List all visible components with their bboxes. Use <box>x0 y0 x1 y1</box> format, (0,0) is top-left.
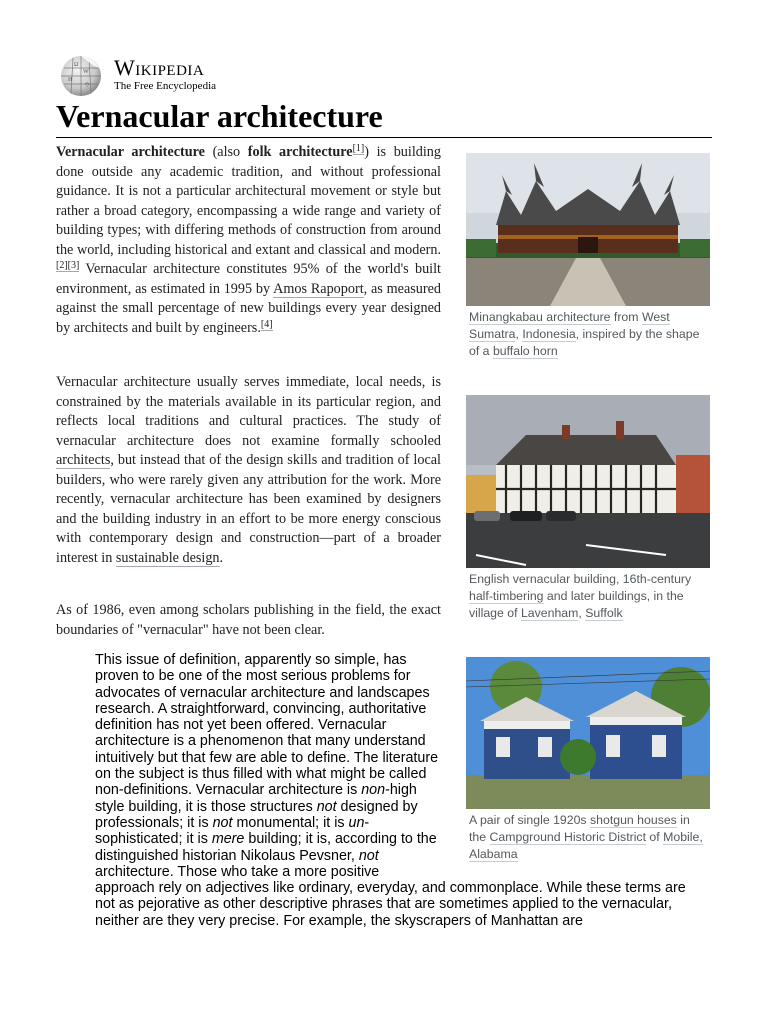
term-bold: Vernacular architecture <box>56 144 205 160</box>
svg-text:И: И <box>68 77 73 83</box>
quote-text: -high style building, it is those structures <box>95 782 417 815</box>
text-span: Vernacular architecture usually serves immediate, local needs, is constrained by the materials available in its particular region, and reflects local traditions and cultural practices. The study of vernacular architecture does not examine formally schooled <box>56 374 441 449</box>
figure-caption <box>466 309 710 360</box>
alt-term-bold: folk architecture <box>247 144 353 160</box>
caption-text: A pair of single 1920s <box>469 813 590 827</box>
quote-emphasis: un <box>348 814 365 831</box>
intro-paragraph <box>56 143 441 338</box>
caption-link-mobile-alabama[interactable]: Mobile, Alabama <box>469 830 703 861</box>
wikipedia-wordmark[interactable] <box>114 56 216 93</box>
caption-text: and later buildings, in the village of <box>469 589 684 620</box>
caption-text: in the <box>469 813 690 844</box>
figure-caption <box>466 571 710 622</box>
figure-shotgun-houses <box>466 657 710 863</box>
quote-emphasis: non <box>361 782 386 799</box>
link-sustainable-design[interactable]: sustainable design <box>115 549 220 566</box>
svg-text:ウ: ウ <box>84 83 91 89</box>
caption-link-west-sumatra[interactable]: West Sumatra <box>469 310 670 341</box>
quote-emphasis: not <box>316 798 337 815</box>
figure-minangkabau <box>466 153 710 360</box>
caption-link-shotgun-houses[interactable]: shotgun houses <box>590 813 677 827</box>
quote-emphasis: mere <box>211 831 245 848</box>
wordmark-tagline: The Free Encyclopedia <box>114 80 217 92</box>
quote-text: monumental; it is <box>232 814 349 831</box>
figure-lavenham <box>466 395 710 622</box>
svg-text:W: W <box>83 69 89 75</box>
caption-link-minangkabau[interactable]: Minangkabau architecture <box>469 310 611 324</box>
caption-text: from <box>610 310 642 324</box>
body-paragraph: As of 1986, even among scholars publishing in the field, the exact boundaries of "vernacular" have not been clear. <box>56 602 441 638</box>
text-span: , as measured against the small percentage of new buildings every year designed by architects and built by engineers. <box>56 280 441 336</box>
text-span: ) is building done outside any academic tradition, and without professional guidance. It is not a particular architectural movement or style but rather a broad category, encompassing a wide range and variety of building types; with differing methods of construction from around the world, including historical and extant and classical and modern. <box>56 144 441 258</box>
quote-emphasis: not <box>358 847 379 864</box>
caption-link-half-timbering[interactable]: half-timbering <box>469 589 544 603</box>
minangkabau-house-image[interactable] <box>466 153 710 306</box>
caption-link-campground-historic-district[interactable]: Campground Historic District <box>489 830 647 844</box>
wordmark-name: Wikipedia <box>114 55 205 80</box>
link-architects[interactable]: architects <box>56 452 111 468</box>
lavenham-timber-house-image[interactable] <box>466 395 710 568</box>
quote-text: designed by professionals; it is <box>95 798 418 831</box>
quote-emphasis: not <box>212 814 233 831</box>
body-paragraph <box>56 373 441 568</box>
text-span: Vernacular architecture constitutes 95% of the world's built environment, as estimated in 1995 by <box>56 261 441 297</box>
caption-text: , <box>578 606 586 620</box>
caption-text: English vernacular building, 16th-century <box>469 572 692 586</box>
text-span: , but instead that of the design skills and tradition of local builders, who were rarely given any attribution for the work. More recently, vernacular architecture has been examined by designers and the building industry in an effort to be more energy conscious with contemporary design and construction—part of a broader interest in <box>56 452 441 566</box>
link-amos-rapoport[interactable]: Amos Rapoport <box>273 280 364 297</box>
quote-text: -sophisticated; it is <box>95 814 370 848</box>
svg-text:Ω: Ω <box>74 62 79 68</box>
caption-text: of <box>646 830 664 844</box>
caption-link-suffolk[interactable]: Suffolk <box>585 606 623 620</box>
page-title: Vernacular architecture <box>56 98 383 134</box>
caption-text: , <box>515 327 523 341</box>
title-divider <box>56 137 712 138</box>
quote-text: This issue of definition, apparently so simple, has proven to be one of the most serious problems for advocates of vernacular architecture and landscapes research. A straightforward, convincing, authoritative definition has not yet been offered. Vernacular architecture is a phenomenon that many understand intuitively but that few are able to define. The literature on the subject is thus filled with what might be called non-definitions. Vernacular architecture is <box>95 652 439 799</box>
citation-link[interactable]: [2][3] <box>56 260 80 271</box>
shotgun-houses-image[interactable] <box>466 657 710 809</box>
caption-text: , inspired by the shape of a <box>469 327 700 358</box>
caption-link-buffalo-horn[interactable]: buffalo horn <box>492 344 558 358</box>
text-span: . <box>219 549 224 566</box>
citation-link[interactable]: [1] <box>352 143 365 154</box>
wikipedia-globe-icon[interactable] <box>56 54 106 98</box>
citation-link[interactable]: [4] <box>260 318 273 330</box>
caption-link-indonesia[interactable]: Indonesia <box>522 327 576 341</box>
quote-text: building; it is, according to the distinguished historian Nikolaus Pevsner, <box>95 831 437 864</box>
quote-text: architecture. Those who take a more positive approach rely on adjectives like ordinary, everyday, and commonplace. While these terms are not as pejorative as other descriptive phrases that are sometimes applied to the vernacular, neither are they very precise. For example, the skyscrapers of Manhattan are <box>95 863 686 929</box>
caption-link-lavenham[interactable]: Lavenham <box>520 606 579 620</box>
text-span: (also <box>204 144 248 160</box>
figure-caption <box>466 812 710 863</box>
